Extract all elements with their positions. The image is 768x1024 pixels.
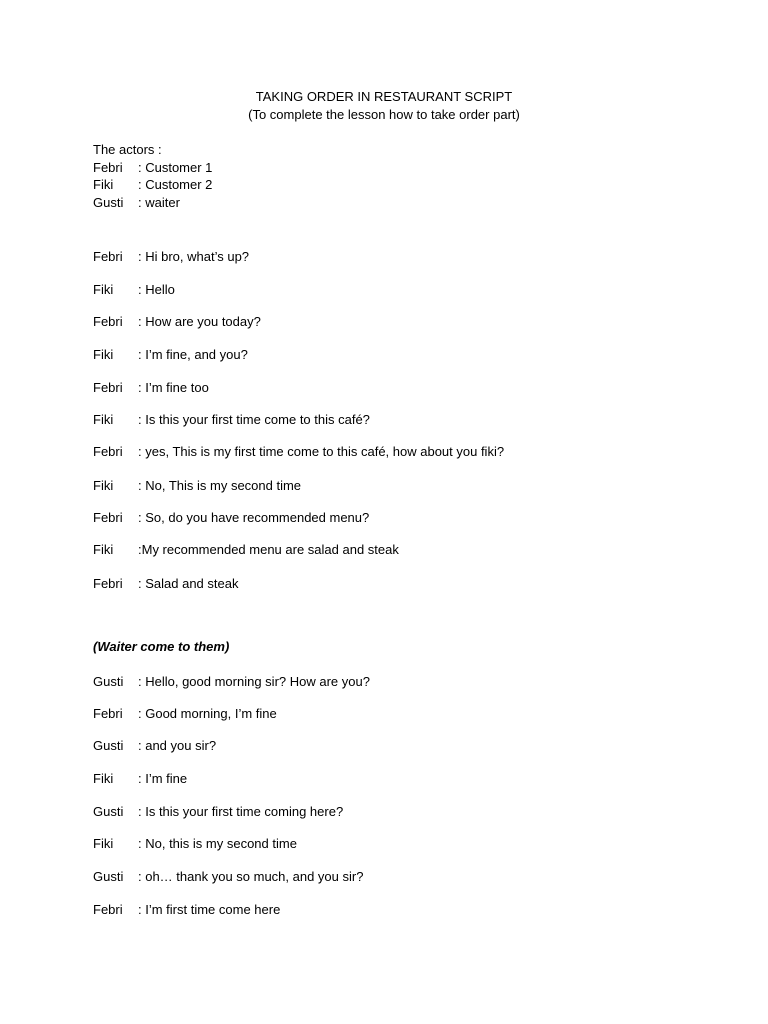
actor-row: [93, 159, 212, 177]
speaker-name: Febri: [93, 902, 123, 917]
dialogue-line: [93, 379, 209, 397]
actor-role: : waiter: [138, 194, 180, 210]
spoken-line: : Hello, good morning sir? How are you?: [138, 674, 370, 689]
spoken-line: : I’m fine too: [138, 380, 209, 395]
speaker-name: Gusti: [93, 804, 124, 819]
spoken-line: : How are you today?: [138, 314, 261, 329]
actor-name: Fiki: [93, 177, 114, 192]
dialogue-line: [93, 673, 370, 691]
actor-row: [93, 194, 212, 212]
spoken-line: : Good morning, I’m fine: [138, 706, 277, 721]
document-subtitle: (To complete the lesson how to take order part): [248, 107, 520, 122]
dialogue-line: [93, 901, 280, 919]
dialogue-line: [93, 835, 297, 853]
spoken-line: : No, This is my second time: [138, 478, 302, 493]
spoken-line: : I’m first time come here: [138, 902, 281, 917]
dialogue-line: [93, 411, 370, 429]
speaker-name: Febri: [93, 706, 123, 721]
speaker-name: Febri: [93, 576, 123, 591]
document-title: TAKING ORDER IN RESTAURANT SCRIPT: [255, 89, 513, 104]
title-block: [0, 88, 768, 124]
dialogue-line: [93, 541, 399, 559]
speaker-name: Fiki: [93, 478, 114, 493]
spoken-line: : Is this your first time come to this café?: [138, 412, 370, 427]
dialogue-line: [93, 575, 238, 593]
actors-section: [93, 141, 212, 211]
spoken-line: : Hello: [138, 282, 175, 297]
speaker-name: Febri: [93, 249, 123, 264]
speaker-name: Fiki: [93, 836, 114, 851]
stage-direction: (Waiter come to them): [93, 639, 230, 654]
spoken-line: : and you sir?: [138, 738, 217, 753]
speaker-name: Fiki: [93, 771, 114, 786]
dialogue-line: [93, 346, 248, 364]
dialogue-line: [93, 313, 261, 331]
speaker-name: Febri: [93, 510, 123, 525]
spoken-line: :My recommended menu are salad and steak: [138, 542, 399, 557]
speaker-name: Fiki: [93, 282, 114, 297]
speaker-name: Gusti: [93, 674, 124, 689]
dialogue-line: [93, 737, 216, 755]
dialogue-line: [93, 248, 249, 266]
dialogue-line: [93, 705, 277, 723]
dialogue-line: [93, 281, 175, 299]
dialogue-line: [93, 477, 301, 495]
actor-role: : Customer 2: [138, 177, 213, 192]
actor-role: : Customer 1: [138, 159, 213, 175]
speaker-name: Febri: [93, 444, 123, 459]
speaker-name: Gusti: [93, 869, 124, 884]
dialogue-line: [93, 803, 343, 821]
dialogue-line: [93, 509, 369, 527]
dialogue-line: [93, 868, 363, 886]
spoken-line: : No, this is my second time: [138, 836, 297, 851]
speaker-name: Fiki: [93, 347, 114, 362]
spoken-line: : Salad and steak: [138, 576, 239, 591]
actors-heading: The actors :: [93, 142, 162, 157]
speaker-name: Fiki: [93, 412, 114, 427]
actor-name: Febri: [93, 159, 123, 175]
spoken-line: : I’m fine, and you?: [138, 347, 248, 362]
spoken-line: : So, do you have recommended menu?: [138, 510, 370, 525]
speaker-name: Febri: [93, 314, 123, 329]
speaker-name: Fiki: [93, 542, 114, 557]
dialogue-line: [93, 770, 187, 788]
spoken-line: : Hi bro, what’s up?: [138, 249, 250, 264]
actor-name: Gusti: [93, 194, 124, 210]
spoken-line: : oh… thank you so much, and you sir?: [138, 869, 364, 884]
spoken-line: : Is this your first time coming here?: [138, 804, 344, 819]
speaker-name: Febri: [93, 380, 123, 395]
spoken-line: : I’m fine: [138, 771, 188, 786]
actor-row: [93, 176, 212, 194]
speaker-name: Gusti: [93, 738, 124, 753]
dialogue-line: [93, 443, 504, 461]
spoken-line: : yes, This is my first time come to this café, how about you fiki?: [138, 444, 505, 459]
